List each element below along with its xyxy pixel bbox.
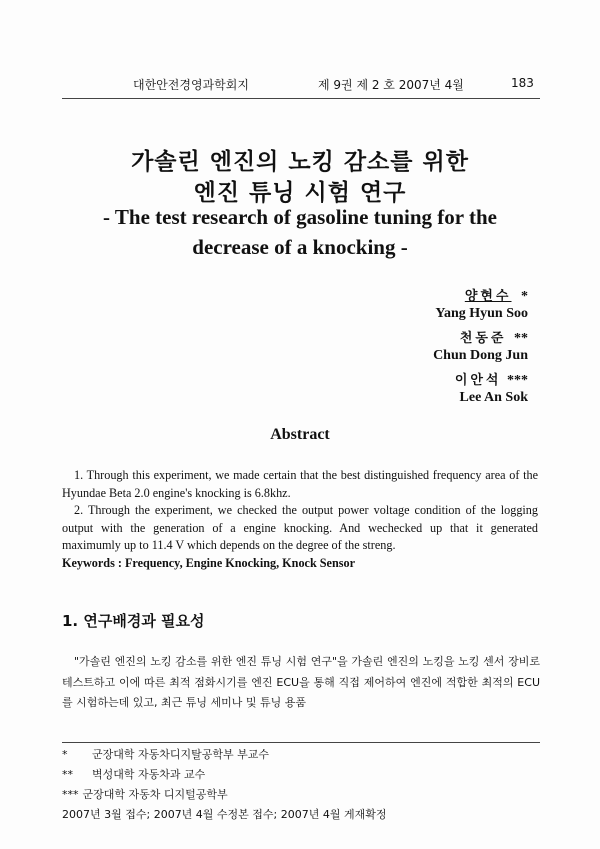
footnote-3-mark: ***: [62, 788, 79, 801]
footnote-3: [62, 785, 387, 805]
author-3-korean-name: 이안석: [454, 373, 502, 388]
keywords: Keywords : Frequency, Engine Knocking, Knock Sensor: [62, 555, 355, 570]
submission-dates: 2007년 3월 접수; 2007년 4월 수정본 접수; 2007년 4월 게재확정: [62, 808, 387, 821]
title-korean-line1: 가솔린 엔진의 노킹 감소를 위한: [131, 149, 469, 175]
author-1-korean: [465, 285, 528, 305]
journal-name: 대한안전경영과학회지: [133, 78, 249, 92]
footnote-3-text: 군장대학 자동차 디지털공학부: [82, 788, 228, 801]
section-heading: 1. 연구배경과 필요성: [62, 612, 205, 630]
footnote-rule: [62, 742, 540, 743]
section-paragraph: "가솔린 엔진의 노킹 감소를 위한 엔진 튜닝 시험 연구"을 가솔린 엔진의 노킹을 노킹 센서 장비로 테스트하고 이에 따른 최적 점화시기를 엔진 ECU을 통해 직접 제어하여 엔진에 적합한 최적의 ECU를 시험하는데 있고, 최근 튜닝 세미나 및 튜닝 용품: [62, 655, 540, 709]
journal-volume: 제 9권 제 2 호 2007년 4월: [318, 78, 464, 92]
author-1-mark: *: [521, 289, 528, 304]
author-1-english: Yang Hyun Soo: [435, 306, 528, 321]
author-1-korean-name: 양현수: [464, 289, 512, 304]
abstract-paragraph-2: 2. Through the experiment, we checked the output power voltage condition of the logging output with the generation of a engine knocking. And wechecked up that it generated maximumly up to 11.4 V which depends on the degree of the streng.: [62, 503, 538, 552]
footnote-1-mark: *: [62, 748, 68, 761]
footnote-2-text: 벽성대학 자동차과 교수: [92, 768, 206, 781]
abstract-heading: Abstract: [270, 426, 330, 443]
author-3-mark: ***: [507, 373, 528, 388]
abstract-paragraph-1: 1. Through this experiment, we made certain that the best distinguished frequency area of the Hyundae Beta 2.0 engine's knocking is 6.8khz.: [62, 468, 538, 500]
author-2-korean: [460, 327, 528, 347]
title-english-line1: - The test research of gasoline tuning for the: [103, 205, 497, 229]
author-2-english: Chun Dong Jun: [433, 348, 528, 363]
section-body: [62, 652, 540, 714]
header-rule: [62, 98, 540, 99]
abstract-body: [62, 467, 538, 572]
author-3-korean: [455, 369, 528, 389]
footnote-1: [62, 745, 387, 765]
title-english-line2: decrease of a knocking -: [192, 235, 408, 259]
author-2-korean-name: 천동준: [459, 331, 507, 346]
footnotes: [62, 745, 387, 825]
footnote-1-text: 군장대학 자동차디지탈공학부 부교수: [92, 748, 270, 761]
page-number: 183: [511, 76, 534, 90]
footnote-2: [62, 765, 387, 785]
footnote-2-mark: **: [62, 768, 73, 781]
author-2-mark: **: [514, 331, 528, 346]
title-korean-line2: 엔진 튜닝 시험 연구: [193, 180, 407, 206]
author-3-english: Lee An Sok: [459, 390, 528, 405]
